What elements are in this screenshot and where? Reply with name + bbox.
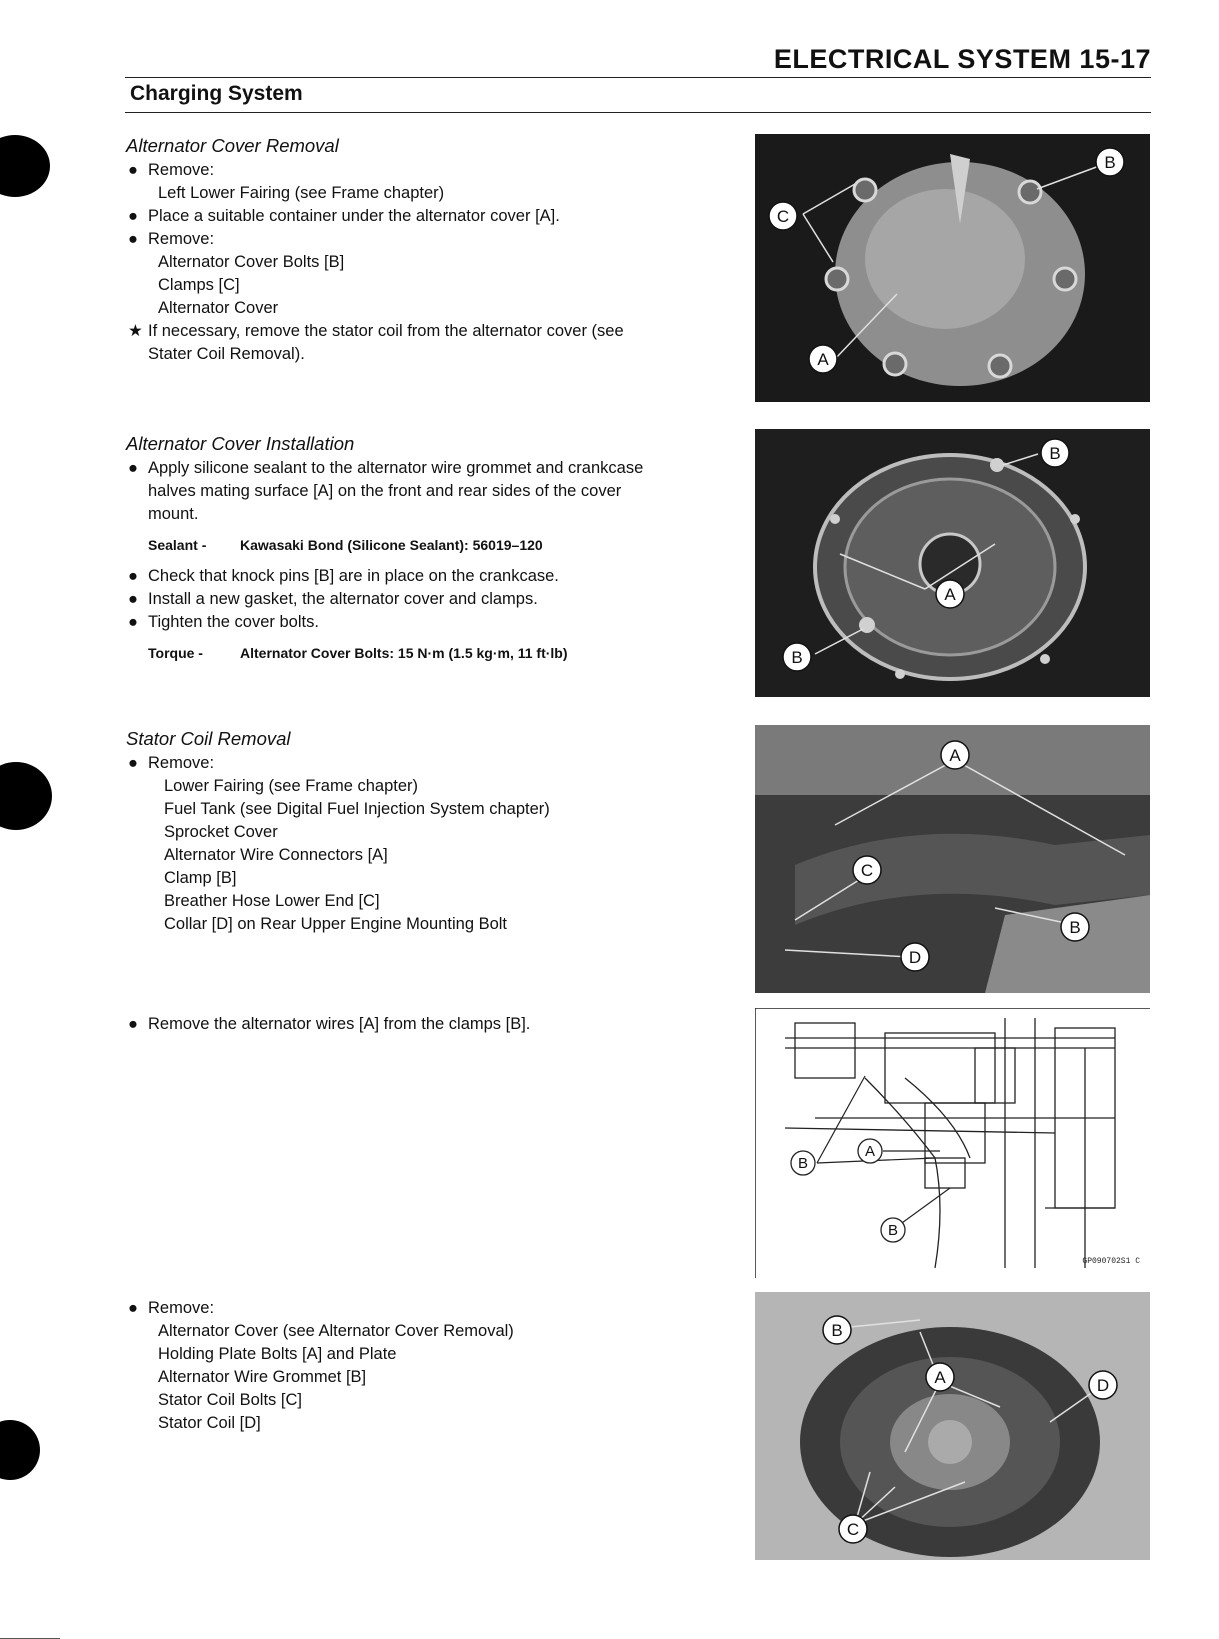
bullet-icon: ● — [128, 590, 138, 608]
callout-b: B — [1049, 444, 1061, 463]
figure-cover-installation — [755, 429, 1150, 697]
torque-spec: Torque - Alternator Cover Bolts: 15 N·m (1.5 kg·m, 11 ft·lb) — [148, 645, 568, 661]
cover-removal-block — [126, 134, 726, 366]
callout-c: C — [776, 207, 790, 226]
list-subitem: Sprocket Cover — [164, 823, 278, 841]
callout-a: A — [944, 585, 956, 604]
figure-code: GP090702S1 C — [1082, 1257, 1140, 1266]
list-item: ● Tighten the cover bolts. — [126, 611, 726, 634]
list-subitem: Stator Coil Bolts [C] — [158, 1391, 302, 1409]
bullet-icon: ● — [128, 613, 138, 631]
list-item: ● Apply silicone sealant to the alternator wire grommet and crankcase halves mating surface [A] on the front and rear sides of the cover mount. — [128, 459, 644, 523]
list-subitem: Collar [D] on Rear Upper Engine Mounting Bolt — [164, 915, 508, 933]
callout-a: A — [817, 350, 829, 369]
cover-removal-title: Alternator Cover Removal — [126, 135, 339, 156]
callout-b: B — [797, 1155, 809, 1172]
page-header-title: ELECTRICAL SYSTEM 15-17 — [773, 44, 1151, 74]
cover-installation-title: Alternator Cover Installation — [126, 433, 355, 454]
stator-removal-block — [126, 727, 726, 936]
list-subitem: Stator Coil [D] — [158, 1414, 261, 1432]
list-item: ● Check that knock pins [B] are in place on the crankcase. — [126, 565, 726, 588]
callout-c: C — [846, 1520, 860, 1539]
list-subitem: Fuel Tank (see Digital Fuel Injection System chapter) — [164, 800, 550, 818]
list-subitem: Alternator Cover Bolts [B] — [158, 253, 345, 271]
callout-b: B — [1069, 918, 1081, 937]
stator-coil-block — [126, 1297, 726, 1435]
list-subitem: Lower Fairing (see Frame chapter) — [164, 777, 419, 795]
callout-b: B — [1104, 153, 1116, 172]
list-subitem: Holding Plate Bolts [A] and Plate — [158, 1345, 397, 1363]
callout-c: C — [860, 861, 874, 880]
list-item: ● Remove: — [126, 159, 726, 182]
callout-b: B — [791, 648, 803, 667]
section-rule — [125, 112, 1151, 113]
callout-a: A — [864, 1143, 876, 1160]
callout-d: D — [1096, 1376, 1110, 1395]
callout-d: D — [908, 948, 922, 967]
bullet-icon: ● — [128, 754, 138, 772]
callout-a: A — [949, 746, 961, 765]
list-subitem: Alternator Wire Grommet [B] — [158, 1368, 367, 1386]
cover-installation-block — [126, 432, 726, 673]
list-item: ● Remove: — [126, 228, 726, 251]
alternator-wires-block — [126, 1013, 726, 1036]
binder-hole-top — [0, 135, 50, 197]
bullet-icon: ● — [128, 1015, 138, 1033]
bullet-icon: ● — [128, 230, 138, 248]
binder-hole-middle — [0, 762, 52, 830]
bullet-icon: ● — [128, 459, 138, 477]
callout-b: B — [887, 1222, 899, 1239]
list-subitem: Alternator Wire Connectors [A] — [164, 846, 388, 864]
list-item: ● Remove: — [126, 752, 726, 775]
star-icon: ★ — [128, 322, 143, 340]
callout-b: B — [831, 1321, 843, 1340]
figure-stator-coil — [755, 1292, 1150, 1560]
figure-stator-wiring — [755, 725, 1150, 993]
note-item: ★ If necessary, remove the stator coil from the alternator cover (see Stater Coil Removal). — [128, 322, 624, 363]
bullet-icon: ● — [128, 567, 138, 585]
list-item: ● Remove: — [126, 1297, 726, 1320]
header-rule — [125, 77, 1151, 78]
sealant-spec: Sealant - Kawasaki Bond (Silicone Sealant): 56019–120 — [148, 537, 543, 553]
bullet-icon: ● — [128, 207, 138, 225]
list-subitem: Clamp [B] — [164, 869, 237, 887]
list-subitem: Clamps [C] — [158, 276, 240, 294]
bullet-icon: ● — [128, 1299, 138, 1317]
list-subitem: Breather Hose Lower End [C] — [164, 892, 380, 910]
list-item: ● Install a new gasket, the alternator cover and clamps. — [126, 588, 726, 611]
figure-wire-clamps-drawing — [755, 1008, 1150, 1278]
list-subitem: Left Lower Fairing (see Frame chapter) — [158, 184, 445, 202]
list-subitem: Alternator Cover — [158, 299, 279, 317]
binder-hole-bottom — [0, 1420, 40, 1480]
section-title: Charging System — [130, 82, 303, 105]
figure-alternator-cover — [755, 134, 1150, 402]
list-subitem: Alternator Cover (see Alternator Cover Removal) — [158, 1322, 514, 1340]
callout-a: A — [934, 1368, 946, 1387]
stator-removal-title: Stator Coil Removal — [126, 728, 291, 749]
list-item: ● Place a suitable container under the alternator cover [A]. — [126, 205, 726, 228]
bullet-icon: ● — [128, 161, 138, 179]
list-item: ● Remove the alternator wires [A] from the clamps [B]. — [126, 1013, 726, 1036]
